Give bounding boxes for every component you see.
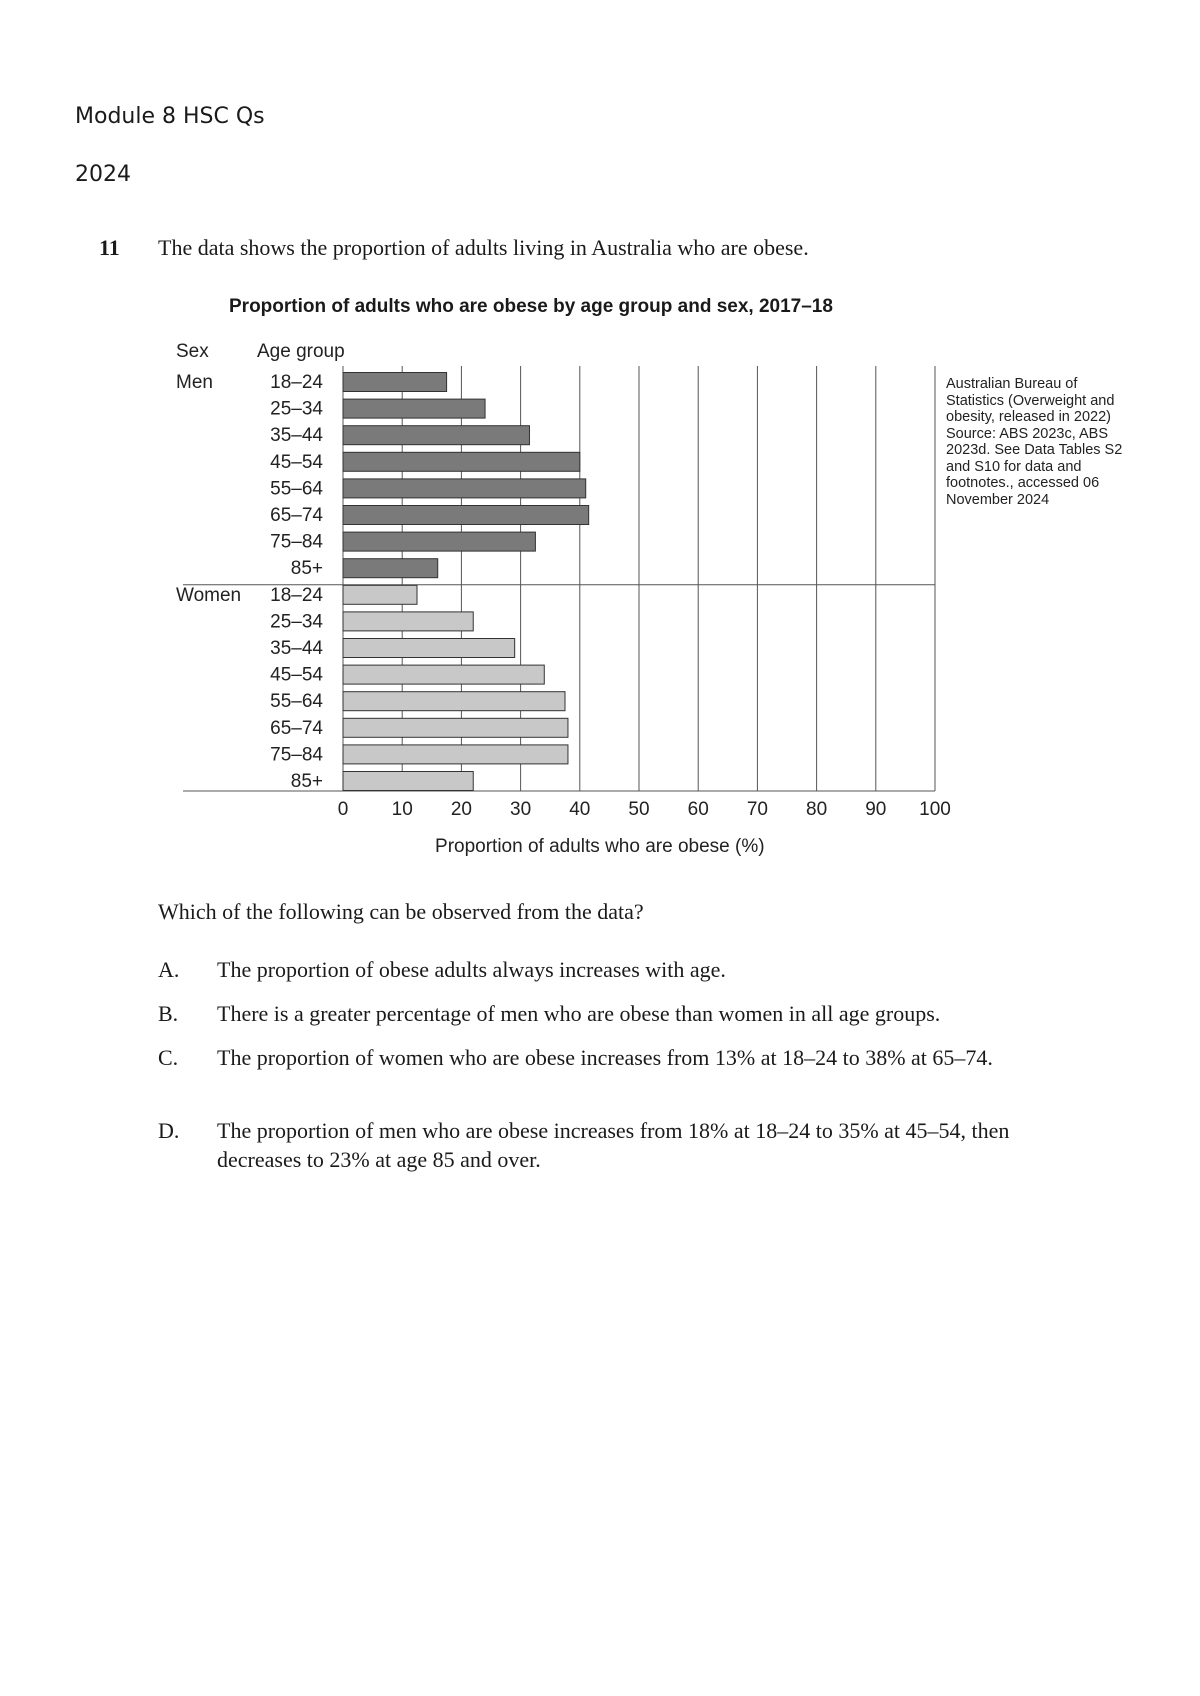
bar bbox=[343, 585, 417, 604]
bar bbox=[343, 745, 568, 764]
x-tick-label: 40 bbox=[569, 799, 591, 820]
age-group-label: 35–44 bbox=[270, 425, 323, 447]
bar bbox=[343, 399, 485, 418]
x-tick-label: 0 bbox=[337, 799, 349, 820]
sex-label: Women bbox=[176, 584, 242, 606]
bar bbox=[343, 772, 473, 791]
bar bbox=[343, 532, 535, 551]
age-group-label: 75–84 bbox=[270, 531, 323, 553]
x-axis-label: Proportion of adults who are obese (%) bbox=[435, 836, 765, 857]
option-text: The proportion of men who are obese increases from 18% at 18–24 to 35% at 45–54, then decreases to 23% at age 85 and over. bbox=[217, 1118, 1010, 1172]
option-text: The proportion of obese adults always increases with age. bbox=[217, 957, 726, 982]
bar bbox=[343, 479, 586, 498]
age-group-label: 65–74 bbox=[270, 717, 323, 739]
age-group-label: 25–34 bbox=[270, 398, 323, 420]
option-text: The proportion of women who are obese increases from 13% at 18–24 to 38% at 65–74. bbox=[217, 1045, 993, 1070]
chart-title: Proportion of adults who are obese by age group and sex, 2017–18 bbox=[229, 296, 833, 317]
age-group-column-header: Age group bbox=[257, 341, 345, 362]
question-prompt: Which of the following can be observed from the data? bbox=[158, 899, 644, 924]
option-letter: A. bbox=[158, 957, 180, 982]
sex-column-header: Sex bbox=[176, 341, 209, 362]
age-group-label: 55–64 bbox=[270, 478, 323, 500]
bar bbox=[343, 665, 544, 684]
bar bbox=[343, 559, 438, 578]
bar bbox=[343, 373, 447, 392]
x-tick-label: 10 bbox=[391, 799, 413, 820]
bar bbox=[343, 639, 515, 658]
bar bbox=[343, 692, 565, 711]
option-letter: B. bbox=[158, 1001, 179, 1026]
age-group-label: 65–74 bbox=[270, 505, 323, 526]
bar bbox=[343, 612, 473, 631]
option-letter: D. bbox=[158, 1118, 180, 1143]
x-tick-label: 70 bbox=[746, 799, 768, 820]
option-text: There is a greater percentage of men who are obese than women in all age groups. bbox=[217, 1001, 941, 1026]
page-title: Module 8 HSC Qs bbox=[75, 104, 265, 129]
age-group-label: 45–54 bbox=[270, 451, 323, 473]
bar bbox=[343, 452, 580, 471]
question-stem: The data shows the proportion of adults living in Australia who are obese. bbox=[158, 235, 809, 260]
x-tick-label: 50 bbox=[628, 799, 650, 820]
source-note: Australian Bureau of Statistics (Overweight and obesity, released in 2022) Source: ABS 2023c, ABS 2023d. See Data Tables S2 and S10 for data and footnotes., accessed 06 November 2024 bbox=[946, 376, 1123, 508]
sex-label: Men bbox=[176, 372, 213, 393]
age-group-label: 85+ bbox=[290, 771, 323, 792]
bar bbox=[343, 506, 589, 525]
page-year: 2024 bbox=[75, 162, 131, 187]
age-group-label: 85+ bbox=[290, 558, 323, 580]
x-tick-label: 80 bbox=[806, 799, 828, 820]
bar bbox=[343, 426, 529, 445]
age-group-label: 35–44 bbox=[270, 638, 323, 659]
x-tick-label: 30 bbox=[510, 799, 532, 820]
age-group-label: 45–54 bbox=[270, 664, 323, 686]
x-tick-label: 60 bbox=[687, 799, 709, 820]
option-letter: C. bbox=[158, 1045, 179, 1070]
age-group-label: 25–34 bbox=[270, 611, 323, 633]
age-group-label: 18–24 bbox=[270, 372, 323, 393]
age-group-label: 18–24 bbox=[270, 584, 323, 606]
x-tick-label: 100 bbox=[919, 799, 951, 820]
age-group-label: 75–84 bbox=[270, 744, 323, 766]
bar bbox=[343, 718, 568, 737]
x-tick-label: 90 bbox=[865, 799, 887, 820]
age-group-label: 55–64 bbox=[270, 691, 323, 713]
question-number: 11 bbox=[99, 235, 120, 260]
x-tick-label: 20 bbox=[450, 799, 472, 820]
